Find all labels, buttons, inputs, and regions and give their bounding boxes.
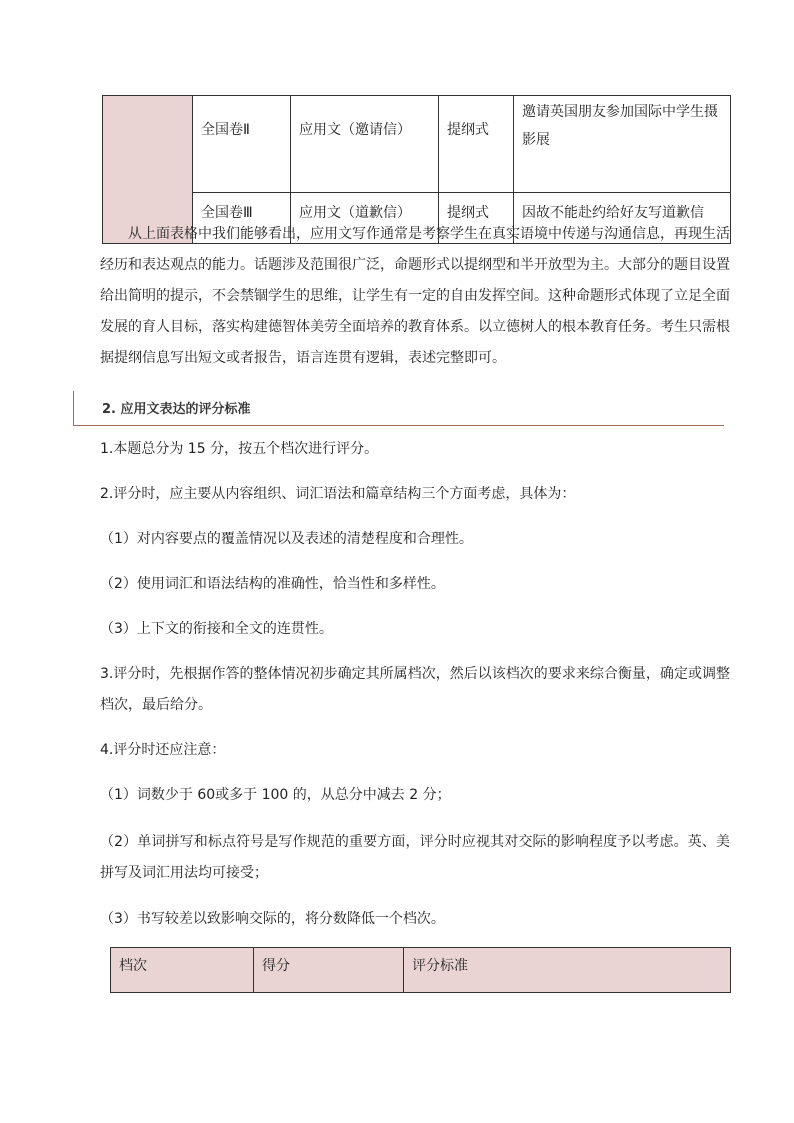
rule-1: 1.本题总分为 15 分，按五个档次进行评分。 (100, 441, 379, 457)
header-score: 得分 (254, 948, 404, 993)
rule-4-item-3: （3）书写较差以致影响交际的，将分数降低一个档次。 (100, 911, 445, 927)
form-cell: 提纲式 (439, 193, 514, 244)
rule-4-item-1: （1）词数少于 60或多于 100 的，从总分中减去 2 分； (100, 787, 451, 803)
rule-2-item-2: （2）使用词汇和语法结构的准确性，恰当性和多样性。 (100, 576, 445, 592)
form-cell: 提纲式 (439, 96, 514, 193)
section-heading-box (73, 391, 724, 426)
rule-2: 2.评分时，应主要从内容组织、词汇语法和篇章结构三个方面考虑，具体为： (100, 486, 576, 502)
section-title: 2. 应用文表达的评分标准 (102, 402, 251, 417)
rule-3: 3.评分时，先根据作答的整体情况初步确定其所属档次，然后以该档次的要求来综合衡量，确定或调整档次，最后给分。 (100, 666, 730, 713)
type-cell: 应用文（邀请信） (291, 96, 439, 193)
table-header-row (111, 948, 731, 993)
header-level: 档次 (111, 948, 254, 993)
paper-cell: 全国卷Ⅲ (193, 193, 291, 244)
topic-cell: 邀请英国朋友参加国际中学生摄影展 (514, 96, 731, 193)
header-criteria: 评分标准 (404, 948, 731, 993)
intro-paragraph: 从上面表格中我们能够看出，应用文写作通常是考察学生在真实语境中传递与沟通信息，再现生活经历和表达观点的能力。话题涉及范围很广泛，命题形式以提纲型和半开放型为主。大部分的题目设置给出简明的提示，不会禁锢学生的思维，让学生有一定的自由发挥空间。这种命题形式体现了立足全面发展的育人目标，落实构建德智体美劳全面培养的教育体系。以立德树人的根本教育任务。考生只需根据提纲信息写出短文或者报告，语言连贯有逻辑，表述完整即可。 (100, 226, 730, 366)
type-cell: 应用文（道歉信） (291, 193, 439, 244)
rule-4-item-2: （2）单词拼写和标点符号是写作规范的重要方面，评分时应视其对交际的影响程度予以考虑。英、美拼写及词汇用法均可接受； (100, 834, 730, 881)
paper-cell: 全国卷Ⅱ (193, 96, 291, 193)
topic-cell: 因故不能赴约给好友写道歉信 (514, 193, 731, 244)
table-row (103, 96, 731, 193)
rule-4: 4.评分时还应注意： (100, 742, 226, 758)
rule-2-item-1: （1）对内容要点的覆盖情况以及表述的清楚程度和合理性。 (100, 531, 473, 547)
scoring-table (110, 947, 731, 993)
rule-2-item-3: （3）上下文的衔接和全文的连贯性。 (100, 621, 333, 637)
